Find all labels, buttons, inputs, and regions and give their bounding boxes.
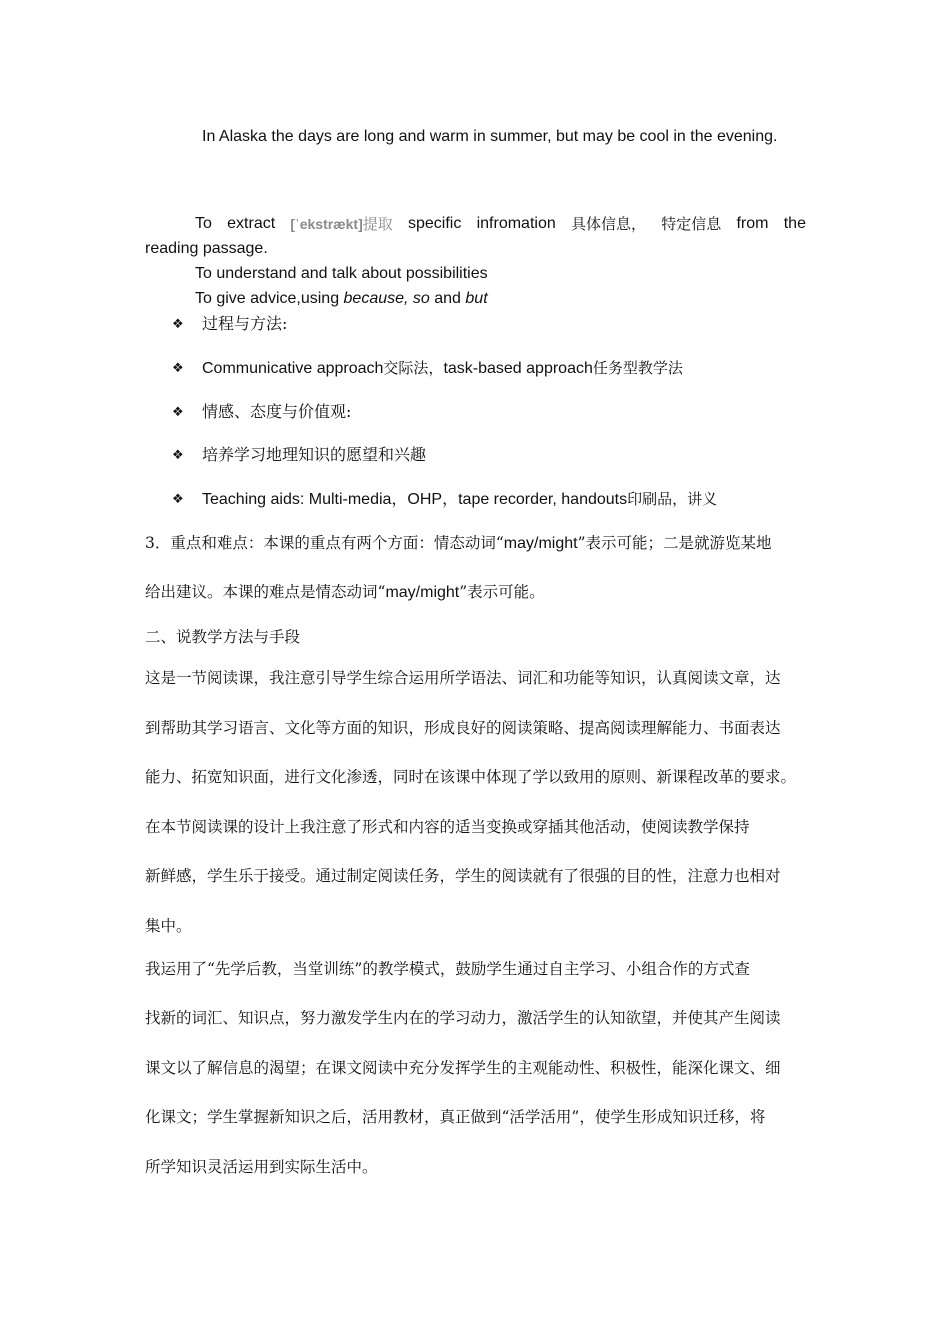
bullet-icon: ❖ [172,404,184,419]
bullet-approach: Communicative approach交际法，task-based approach任务型教学法 [202,359,683,377]
para2-line: 我运用了“先学后教，当堂训练”的教学模式，鼓励学生通过自主学习、小组合作的方式查 [145,960,750,978]
section-title: 二、说教学方法与手段 [145,628,301,646]
para2-line: 所学知识灵活运用到实际生活中。 [145,1158,378,1176]
bullet-attitude: 情感、态度与价值观: [202,402,352,421]
para1-line: 到帮助其学习语言、文化等方面的知识，形成良好的阅读策略、提高阅读理解能力、书面表达 [145,719,781,737]
para2-line: 化课文；学生掌握新知识之后，活用教材，真正做到“活学活用”，使学生形成知识迁移，将 [145,1108,766,1126]
bullet-icon: ❖ [172,360,184,375]
para1-line: 集中。 [145,917,192,935]
bullet-teaching-aids: Teaching aids: Multi-media，OHP，tape recorder, handouts印刷品，讲义 [202,490,718,508]
bullet-icon: ❖ [172,491,184,506]
objective-extract-cont: reading passage. [145,240,268,257]
alaska-sentence: In Alaska the days are long and warm in summer, but may be cool in the evening. [202,128,778,145]
objective-understand: To understand and talk about possibilities [195,265,488,282]
bullet-icon: ❖ [172,316,184,331]
para1-line: 新鲜感，学生乐于接受。通过制定阅读任务，学生的阅读就有了很强的目的性，注意力也相对 [145,867,781,885]
bullet-interest: 培养学习地理知识的愿望和兴趣 [202,445,427,464]
para1-line: 这是一节阅读课，我注意引导学生综合运用所学语法、词汇和功能等知识，认真阅读文章，达 [145,669,781,687]
key-points-line-1: 3．重点和难点：本课的重点有两个方面：情态动词“may/might”表示可能；二是就游览某地 [145,534,772,552]
key-points-line-2: 给出建议。本课的难点是情态动词“may/might”表示可能。 [145,583,545,601]
objective-advice: To give advice,using because, so and but [195,290,488,307]
objective-extract-line: To extract [ˈekstrækt]提取 specific infromation 具体信息， 特定信息 from the [195,215,806,233]
para1-line: 在本节阅读课的设计上我注意了形式和内容的适当变换或穿插其他活动，使阅读教学保持 [145,818,750,836]
phonetic: [ˈekstrækt] [290,216,363,232]
gloss: 提取 [362,215,393,233]
para1-line: 能力、拓宽知识面，进行文化渗透，同时在该课中体现了学以致用的原则、新课程改革的要求。 [145,768,797,786]
bullet-icon: ❖ [172,447,184,462]
para2-line: 找新的词汇、知识点，努力激发学生内在的学习动力，激活学生的认知欲望，并使其产生阅读 [145,1009,781,1027]
para2-line: 课文以了解信息的渴望；在课文阅读中充分发挥学生的主观能动性、积极性，能深化课文、细 [145,1059,781,1077]
bullet-process: 过程与方法: [202,314,288,333]
